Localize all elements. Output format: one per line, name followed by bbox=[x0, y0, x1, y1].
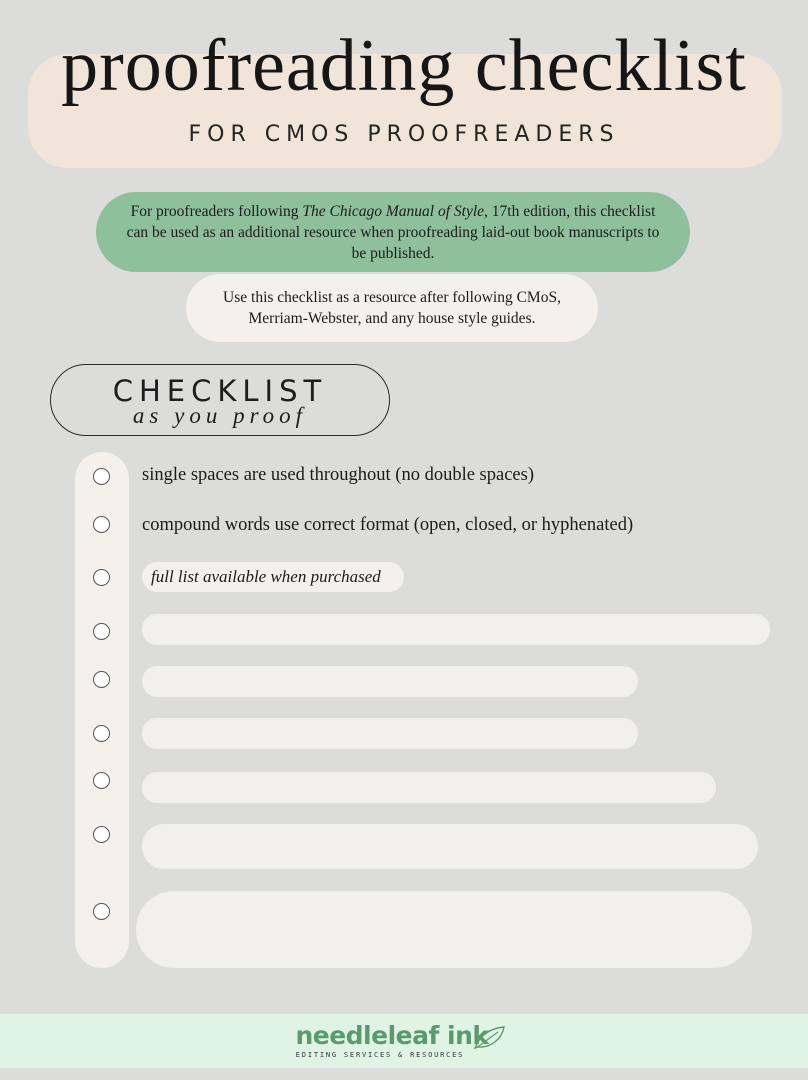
checkbox-circle-icon[interactable] bbox=[93, 623, 110, 640]
hidden-item-placeholder bbox=[142, 772, 716, 803]
checkbox-circle-icon[interactable] bbox=[93, 671, 110, 688]
hidden-item-placeholder bbox=[142, 718, 638, 749]
brand-logo-text: needleleaf ink bbox=[295, 1021, 489, 1050]
checkbox-circle-icon[interactable] bbox=[93, 772, 110, 789]
page-subtitle: FOR CMOS PROOFREADERS bbox=[188, 122, 620, 147]
intro-description bbox=[96, 192, 690, 272]
checklist-heading: CHECKLIST bbox=[112, 374, 328, 408]
intro-suffix: , 17th edition, this checklist can be used as an additional resource when proofreading laid-out book manuscripts to be published. bbox=[126, 202, 660, 262]
teaser-text: full list available when purchased bbox=[151, 567, 381, 586]
usage-note-text: Use this checklist as a resource after following CMoS, Merriam-Webster, and any house style guides. bbox=[223, 289, 561, 327]
leaf-icon bbox=[472, 1024, 506, 1052]
checkbox-circle-icon[interactable] bbox=[93, 903, 110, 920]
checkbox-circle-icon[interactable] bbox=[93, 569, 110, 586]
checkbox-circle-icon[interactable] bbox=[93, 725, 110, 742]
checkbox-circle-icon[interactable] bbox=[93, 826, 110, 843]
checklist-item: compound words use correct format (open, closed, or hyphenated) bbox=[142, 515, 634, 535]
checklist-item: single spaces are used throughout (no double spaces) bbox=[142, 465, 534, 485]
intro-book-title: The Chicago Manual of Style bbox=[302, 202, 485, 220]
usage-note bbox=[186, 274, 598, 342]
checkbox-circle-icon[interactable] bbox=[93, 468, 110, 485]
hidden-item-placeholder bbox=[142, 666, 638, 697]
checkbox-circle-icon[interactable] bbox=[93, 516, 110, 533]
checklist-subheading: as you proof bbox=[132, 403, 308, 428]
brand-tagline: EDITING SERVICES & RESOURCES bbox=[295, 1051, 465, 1059]
page-title: proofreading checklist bbox=[61, 25, 747, 107]
intro-prefix: For proofreaders following bbox=[130, 202, 303, 220]
hidden-item-placeholder bbox=[136, 891, 752, 968]
hidden-item-placeholder bbox=[142, 824, 758, 869]
hidden-item-placeholder bbox=[142, 614, 770, 645]
